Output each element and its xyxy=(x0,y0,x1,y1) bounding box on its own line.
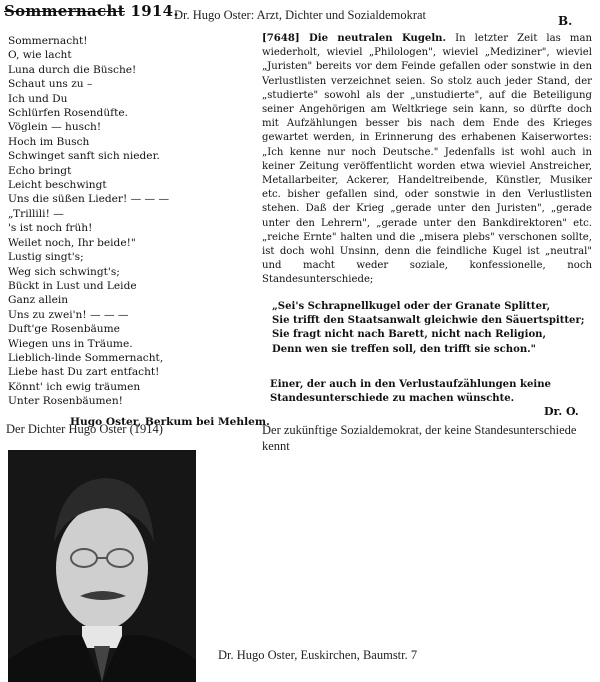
poem-line: O, wie lacht xyxy=(8,49,72,62)
poem-line: Liebe hast Du zart entfacht! xyxy=(8,366,160,379)
poem-line: Ich und Du xyxy=(8,92,68,105)
poem-line: Uns zu zwei'n! — — — xyxy=(8,308,129,321)
article-signature: Dr. O. xyxy=(544,405,579,418)
poem-signature: Hugo Oster, Berkum bei Mehlem. xyxy=(70,415,270,428)
article-body: In letzter Zeit las man wiederholt, wieviel „Philologen", wieviel „Mediziner", wieviel „Juristen" bereits vor dem Feinde gefallen oder sonstwie in den Verlustlisten verzeichnet seien. So stolz auch jeder Stand, der „studierte" sowohl als der „unstudierte", auf die Beteiligung seiner Angehörigen am Weltkriege sein kann, so dürfte doch mit Aufzählungen besser bis nach dem Ende des Krieges gewartet werden, in Erinnerung des erhabenen Kaiserwortes: „Ich kenne nur noch Deutsche." Jedenfalls ist wohl auch in keiner Zeitung veröffentlicht worden etwa wieviel Anstreicher, Metallarbeiter, Ackerer, Handeltreibende, Künstler, Musiker etc. bisher gefallen sind, oder sonstwie in den Verlustlisten stehen. Daß der Krieg „gerade unter den Juristen", „gerade unter den Lehrern", „gerade unter den Bankdirektoren" etc. „reiche Ernte" halten und die „misera plebs" verschonen sollte, ist doch wohl Unsinn, denn die feindliche Kugel ist „neutral" und macht weder soziale, konfessionelle, noch Standesunterschiede; xyxy=(262,33,593,286)
poem-line: Leicht beschwingt xyxy=(8,179,107,192)
poem-line: Unter Rosenbäumen! xyxy=(8,395,123,408)
poem-line: Schaut uns zu – xyxy=(8,78,93,91)
poem-line: Wiegen uns in Träume. xyxy=(8,337,133,350)
poem xyxy=(8,34,270,429)
verse-line: „Sei's Schrapnellkugel oder der Granate Splitter, xyxy=(272,301,551,312)
poem-line: Luna durch die Büsche! xyxy=(8,63,137,76)
article-tail: Einer, der auch in den Verlustaufzählungen keine Standesunterschiede zu machen wünschte. xyxy=(270,379,551,405)
caption-address: Dr. Hugo Oster, Euskirchen, Baumstr. 7 xyxy=(218,648,418,662)
article xyxy=(262,32,592,288)
poem-line: Duft'ge Rosenbäume xyxy=(8,323,120,336)
article-verse xyxy=(272,300,592,357)
poem-line: 's ist noch früh! xyxy=(8,222,93,235)
poem-line: Lustig singt's; xyxy=(8,251,84,264)
portrait-photo xyxy=(8,450,196,682)
portrait-image xyxy=(8,450,196,682)
poem-line: Weilet noch, Ihr beide!" xyxy=(8,236,136,249)
caption-democrat: Der zukünftige Sozialdemokrat, der keine Standesunterschiede kennt xyxy=(262,423,577,453)
caption-poet: Der Dichter Hugo Oster (1914) xyxy=(6,422,163,436)
section-mark: B. xyxy=(558,14,573,28)
poem-line: Ganz allein xyxy=(8,294,69,307)
poem-title xyxy=(4,2,179,20)
poem-line: Sommernacht! xyxy=(8,35,88,47)
poem-line: Vöglein — husch! xyxy=(8,121,102,134)
verse-line: Denn wen sie treffen soll, den trifft sie schon." xyxy=(272,343,536,355)
poem-title-text: Sommernacht xyxy=(4,2,125,20)
poem-line: Weg sich schwingt's; xyxy=(8,265,120,278)
poem-line: Lieblich-linde Sommernacht, xyxy=(8,351,164,364)
poem-line: „Trillili! — xyxy=(8,207,64,220)
poem-line: Uns die süßen Lieder! — — — xyxy=(8,193,170,206)
article-headline: [7648] Die neutralen Kugeln. xyxy=(262,33,447,44)
poem-line: Bückt in Lust und Leide xyxy=(8,279,137,292)
poem-line: Schlürfen Rosendüfte. xyxy=(8,107,128,120)
poem-line: Hoch im Busch xyxy=(8,135,90,148)
poem-line: Schwinget sanft sich nieder. xyxy=(8,150,160,163)
poem-line: Echo bringt xyxy=(8,164,72,177)
verse-line: Sie fragt nicht nach Barett, nicht nach Religion, xyxy=(272,329,547,341)
page-title: Dr. Hugo Oster: Arzt, Dichter und Sozialdemokrat xyxy=(173,8,427,22)
verse-line: Sie trifft den Staatsanwalt gleichwie den Säuertspitter; xyxy=(272,315,585,327)
poem-title-year: 1914. xyxy=(130,2,179,20)
poem-line: Könnt' ich ewig träumen xyxy=(8,380,141,393)
